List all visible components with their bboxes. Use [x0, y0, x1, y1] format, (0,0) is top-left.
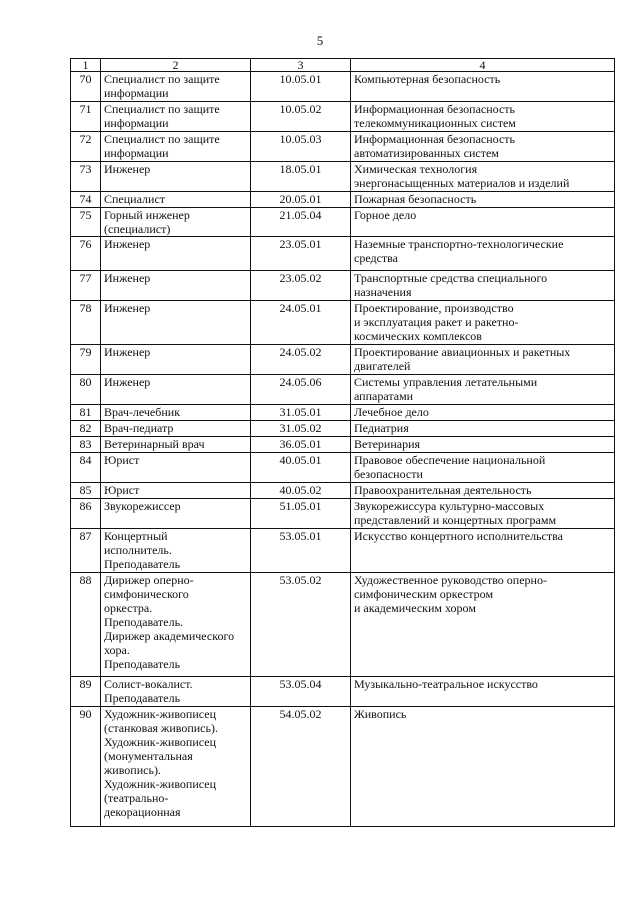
specialty-name-cell: Химическая технология энергонасыщенных материалов и изделий — [351, 162, 615, 192]
table-row — [71, 102, 615, 132]
specialty-name-cell: Правоохранительная деятельность — [351, 483, 615, 499]
qualification-cell: Врач-педиатр — [101, 421, 251, 437]
table-row — [71, 453, 615, 483]
row-number: 84 — [71, 453, 101, 483]
header-col-3: 3 — [251, 59, 351, 72]
row-number: 73 — [71, 162, 101, 192]
specialty-code-cell: 21.05.04 — [251, 208, 351, 237]
specialty-code-cell: 36.05.01 — [251, 437, 351, 453]
specialty-code-cell: 10.05.01 — [251, 72, 351, 102]
table-row — [71, 162, 615, 192]
qualification-cell: Инженер — [101, 237, 251, 271]
specialty-name-cell: Информационная безопасность автоматизированных систем — [351, 132, 615, 162]
qualification-cell: Специалист по защите информации — [101, 72, 251, 102]
specialty-name-cell: Педиатрия — [351, 421, 615, 437]
specialty-code-cell: 23.05.02 — [251, 271, 351, 301]
qualification-cell: Специалист по защите информации — [101, 102, 251, 132]
specialty-code-cell: 23.05.01 — [251, 237, 351, 271]
table-row — [71, 375, 615, 405]
specialty-name-cell: Системы управления летательными аппаратами — [351, 375, 615, 405]
row-number: 83 — [71, 437, 101, 453]
specialty-code-cell: 24.05.01 — [251, 301, 351, 345]
header-row — [71, 59, 615, 72]
qualification-cell: Врач-лечебник — [101, 405, 251, 421]
specialty-name-cell: Искусство концертного исполнительства — [351, 529, 615, 573]
qualification-cell: Юрист — [101, 453, 251, 483]
specialty-code-cell: 24.05.06 — [251, 375, 351, 405]
specialty-code-cell: 53.05.04 — [251, 677, 351, 707]
qualification-cell: Юрист — [101, 483, 251, 499]
specialty-name-cell: Художественное руководство оперно- симфоническим оркестром и академическим хором — [351, 573, 615, 677]
table-row — [71, 499, 615, 529]
specialty-name-cell: Информационная безопасность телекоммуникационных систем — [351, 102, 615, 132]
specialty-name-cell: Ветеринария — [351, 437, 615, 453]
specialty-code-cell: 40.05.01 — [251, 453, 351, 483]
table-row — [71, 707, 615, 827]
table-row — [71, 345, 615, 375]
qualification-cell: Инженер — [101, 162, 251, 192]
specialty-name-cell: Живопись — [351, 707, 615, 827]
table-row — [71, 529, 615, 573]
specialty-code-cell: 10.05.02 — [251, 102, 351, 132]
row-number: 72 — [71, 132, 101, 162]
qualification-cell: Инженер — [101, 271, 251, 301]
header-col-1: 1 — [71, 59, 101, 72]
specialty-name-cell: Компьютерная безопасность — [351, 72, 615, 102]
table-row — [71, 72, 615, 102]
qualification-cell: Специалист по защите информации — [101, 132, 251, 162]
row-number: 76 — [71, 237, 101, 271]
specialty-code-cell: 53.05.02 — [251, 573, 351, 677]
specialty-code-cell: 24.05.02 — [251, 345, 351, 375]
qualification-cell: Ветеринарный врач — [101, 437, 251, 453]
qualification-cell: Солист-вокалист. Преподаватель — [101, 677, 251, 707]
row-number: 90 — [71, 707, 101, 827]
row-number: 85 — [71, 483, 101, 499]
row-number: 82 — [71, 421, 101, 437]
row-number: 79 — [71, 345, 101, 375]
specialty-name-cell: Проектирование, производство и эксплуатация ракет и ракетно- космических комплексов — [351, 301, 615, 345]
specialty-code-cell: 18.05.01 — [251, 162, 351, 192]
qualification-cell: Специалист — [101, 192, 251, 208]
row-number: 86 — [71, 499, 101, 529]
qualification-cell: Дирижер оперно- симфонического оркестра. Преподаватель. Дирижер академического хора. Преподаватель — [101, 573, 251, 677]
header-col-4: 4 — [351, 59, 615, 72]
row-number: 89 — [71, 677, 101, 707]
row-number: 75 — [71, 208, 101, 237]
table-row — [71, 483, 615, 499]
specialty-name-cell: Наземные транспортно-технологические средства — [351, 237, 615, 271]
specialty-code-cell: 51.05.01 — [251, 499, 351, 529]
row-number: 87 — [71, 529, 101, 573]
table-row — [71, 132, 615, 162]
specialty-code-cell: 54.05.02 — [251, 707, 351, 827]
specialty-code-cell: 53.05.01 — [251, 529, 351, 573]
table-row — [71, 437, 615, 453]
row-number: 74 — [71, 192, 101, 208]
qualification-cell: Звукорежиссер — [101, 499, 251, 529]
table-row — [71, 301, 615, 345]
row-number: 77 — [71, 271, 101, 301]
table-row — [71, 237, 615, 271]
specialty-name-cell: Проектирование авиационных и ракетных двигателей — [351, 345, 615, 375]
table-row — [71, 405, 615, 421]
specialty-code-cell: 31.05.02 — [251, 421, 351, 437]
table-row — [71, 271, 615, 301]
specialty-name-cell: Лечебное дело — [351, 405, 615, 421]
specialty-code-cell: 10.05.03 — [251, 132, 351, 162]
row-number: 80 — [71, 375, 101, 405]
specialty-name-cell: Правовое обеспечение национальной безопасности — [351, 453, 615, 483]
qualification-cell: Инженер — [101, 345, 251, 375]
specialty-name-cell: Пожарная безопасность — [351, 192, 615, 208]
row-number: 71 — [71, 102, 101, 132]
table-row — [71, 421, 615, 437]
qualification-cell: Концертный исполнитель. Преподаватель — [101, 529, 251, 573]
header-col-2: 2 — [101, 59, 251, 72]
specialty-name-cell: Звукорежиссура культурно-массовых представлений и концертных программ — [351, 499, 615, 529]
page-number: 5 — [316, 33, 324, 48]
row-number: 78 — [71, 301, 101, 345]
qualification-cell: Инженер — [101, 375, 251, 405]
table-row — [71, 573, 615, 677]
specialty-name-cell: Музыкально-театральное искусство — [351, 677, 615, 707]
row-number: 81 — [71, 405, 101, 421]
row-number: 70 — [71, 72, 101, 102]
row-number: 88 — [71, 573, 101, 677]
table-row — [71, 677, 615, 707]
specialty-name-cell: Транспортные средства специального назначения — [351, 271, 615, 301]
specialty-code-cell: 20.05.01 — [251, 192, 351, 208]
specialty-name-cell: Горное дело — [351, 208, 615, 237]
table-row — [71, 192, 615, 208]
specialty-code-cell: 40.05.02 — [251, 483, 351, 499]
specialty-code-cell: 31.05.01 — [251, 405, 351, 421]
table-row — [71, 208, 615, 237]
qualification-cell: Инженер — [101, 301, 251, 345]
qualification-cell: Художник-живописец (станковая живопись). Художник-живописец (монументальная живопись). Художник-живописец (театрально- декорационная — [101, 707, 251, 827]
qualifications-table — [70, 58, 615, 827]
qualification-cell: Горный инженер (специалист) — [101, 208, 251, 237]
